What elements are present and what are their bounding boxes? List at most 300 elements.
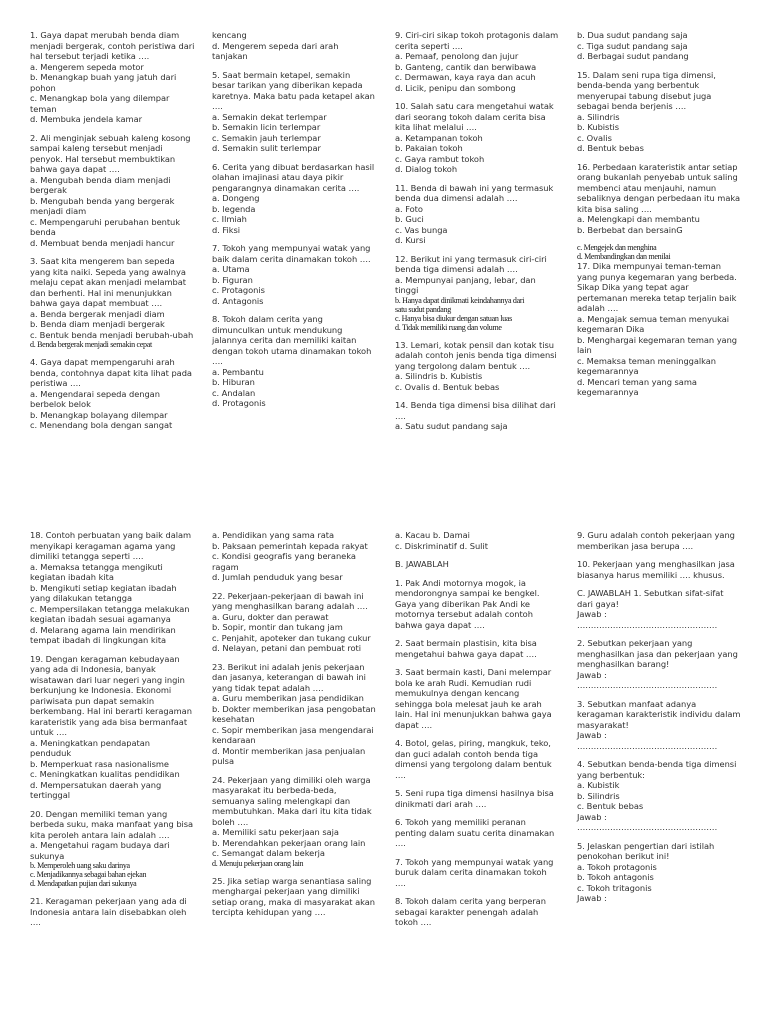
text-line: benda-benda yang berbentuk [577,80,700,90]
text-line: sebaliknya dengan perbedaan itu maka [577,193,741,203]
text-line: d. Bentuk bebas [577,143,644,153]
text-line: yang menghasilkan barang adalah …. [212,601,368,611]
text-line: menyikapi keragaman agama yang [30,540,176,551]
text-line: sebagai benda berjenis …. [577,101,687,111]
text-line: bahwa gaya dapat …. [395,619,485,630]
text-line: kencang [212,30,247,40]
column-2 [212,30,382,417]
text-line: tinggi [395,285,419,295]
text-line: pertemanan mereka tetap terjalin baik [577,292,737,303]
text-line: 3. Sebutkan manfaat adanya [577,698,697,709]
text-line: a. Mengendarai sepeda dengan [30,388,160,399]
text-line: 18. Contoh perbuatan yang baik dalam [30,530,192,540]
text-line: pulsa [212,756,234,766]
text-line: c. Andalan [212,387,256,398]
question-block [577,559,747,580]
question-block [212,876,382,918]
text-line: a. Melengkapi dan membantu [577,214,700,224]
text-line: jalannya cerita dan memiliki kaitan [212,335,357,345]
text-line: ragam [212,561,239,572]
text-line: menyerupai tabung disebut juga [577,90,712,101]
text-line: d. Kursi [395,235,426,245]
text-line: b. Menangkap bolayang dilempar [30,409,168,420]
text-line: dari gaya! [577,598,619,609]
text-line: kesehatan [212,714,255,724]
text-line: b. Figuran [212,274,253,285]
text-line: 13. Lemari, kotak pensil dan kotak tisu [395,339,554,350]
text-line: benda, contohnya dapat kita lihat pada [30,367,192,378]
text-line: hal tersebut terjadi ketika …. [30,51,150,61]
text-line: 24. Pekerjaan yang dimiliki oleh warga [212,774,371,785]
text-line: c. Bentuk benda menjadi berubah-ubah [30,329,194,340]
text-line: setiap orang, maka di masyarakat akan [212,896,375,907]
column-3 [395,30,565,440]
text-line: a. Semakin dekat terlempar [212,111,327,122]
text-line: 12. Berikut ini yang termasuk ciri-ciri [395,253,547,264]
text-line: berkembang. Hal ini berarti keragaman [30,706,192,716]
text-line: kegemaran Dika [577,324,645,334]
text-line: d. Jumlah penduduk yang besar [212,572,343,582]
text-line: d. Semakin sulit terlempar [212,143,321,153]
text-line: a. Satu sudut pandang saja [395,421,508,431]
text-line: 5. Saat bermain ketapel, semakin [212,69,351,80]
text-line: …. [395,877,406,888]
text-line: …………………………………………… [577,680,718,690]
text-line: b. Merendahkan pekerjaan orang lain [212,837,366,848]
text-line: melaju cepat akan menjadi melambat [30,277,187,287]
text-line: b. Memperoleh uang saku darinya [30,861,130,870]
text-line: …………………………………………… [577,619,718,630]
text-line: adalah contoh jenis benda tiga dimensi [395,350,557,360]
text-line: 3. Saat bermain kasti, Dani melempar [395,667,552,677]
text-line: a. Guru memberikan jasa pendidikan [212,693,364,703]
question-block [577,699,747,752]
text-line: sampai kaleng tersebut menjadi [30,143,163,153]
text-line: c. Mempersilakan tetangga melakukan [30,603,190,614]
text-line: 8. Tokoh dalam cerita yang berperan [395,896,546,906]
text-line: b. Berbebat dan bersainG [577,224,683,235]
text-line: karetnya. Maka batu pada ketapel akan [212,90,375,101]
text-line: b. Paksaan pemerintah kepada rakyat [212,540,368,551]
text-line: b. Menghargai kegemaran teman yang [577,334,738,345]
question-block [577,530,747,551]
text-line: d. Benda bergerak menjadi semakin cepat [30,340,152,349]
text-line: 4. Gaya dapat mempengaruhi arah [30,357,175,367]
text-line: b. Guci [395,214,424,224]
text-line: bola ke arah Rudi. Kemudian rudi [395,677,532,688]
text-line: Jawab : [577,811,607,822]
question-block [212,162,382,236]
text-line: d. Nelayan, petani dan pembuat roti [212,643,361,653]
text-line: c. Ovalis d. Bentuk bebas [395,381,500,392]
text-line: menghargai pekerjaan yang dimiliki [212,886,360,896]
question-block [212,775,382,868]
text-line: lain. Hal ini menunjukkan bahwa gaya [395,709,552,719]
question-block [212,314,382,409]
text-line: c. Penjahit, apoteker dan tukang cukur [212,632,371,643]
text-line: c. Menendang bola dengan sangat [30,420,173,430]
text-line: c. Mengejek dan menghina [577,243,657,252]
text-line: c. Dermawan, kaya raya dan acuh [395,72,536,82]
text-line: d. Antagonis [212,295,264,306]
text-line: masyarakat! [577,719,629,730]
text-line: d. Membuat benda menjadi hancur [30,237,175,248]
text-line: 4. Sebutkan benda-benda tiga dimensi [577,759,737,769]
text-line: peristiwa …. [30,378,81,388]
text-line: …. [212,101,223,111]
text-line: a. Guru, dokter dan perawat [212,611,329,622]
question-block [212,30,382,62]
text-line: b. Kubistis [577,122,620,132]
question-block [395,896,565,928]
question-block [395,788,565,809]
text-line: memukulnya dengan kencang [395,688,520,698]
text-line: yang tidak tepat adalah …. [212,682,324,693]
text-line: a. Memiliki satu pekerjaan saja [212,827,339,837]
text-line: tempat ibadah di lingkungan kita [30,635,167,645]
text-line: c. Menjadikannya sebagai bahan ejekan [30,870,147,879]
text-line: untuk …. [30,727,68,737]
text-line: B. JAWABLAH [395,559,449,569]
text-line: b. Hanya dapat dinikmati keindahannya dari [395,295,525,305]
text-line: C. JAWABLAH 1. Sebutkan sifat-sifat [577,588,724,598]
text-line: a. Pembantu [212,366,264,377]
question-block [212,70,382,154]
text-line: a. Dongeng [212,193,260,203]
text-line: c. Memaksa teman meninggalkan [577,355,717,366]
text-line: b. Dokter memberikan jasa pengobatan [212,703,376,714]
text-line: c. Ilmiah [212,214,247,224]
text-line: b. Dua sudut pandang saja [577,30,688,40]
question-block [30,530,200,646]
text-line: biasanya harus memiliki …. khusus. [577,569,725,580]
text-line: c. Tokoh tritagonis [577,882,652,893]
text-line: adalah …. [577,303,619,313]
text-line: dapat …. [395,719,433,730]
question-block [395,400,565,432]
text-line: 17. Dika mempunyai teman-teman [577,261,721,271]
text-line: Sikap Dika yang tepat agar [577,282,689,292]
text-line: bahwa gaya dapat …. [30,164,120,174]
text-line: 2. Saat bermain plastisin, kita bisa [395,638,537,648]
text-line: d. Licik, penipu dan sombong [395,82,516,93]
text-line: 10. Salah satu cara mengetahui watak [395,101,554,111]
text-line: bahwa gaya dapat membuat …. [30,298,163,308]
text-line: penokohan berikut ini! [577,851,670,861]
text-line: yang ada di Indonesia, banyak [30,664,156,674]
text-line: orang bukanlah penyebab untuk saling [577,172,738,182]
text-line: b. Menangkap buah yang jatuh dari [30,72,177,82]
text-line: 11. Benda di bawah ini yang termasuk [395,182,554,193]
text-line: d. Dialog tokoh [395,164,458,174]
text-line: 22. Pekerjaan-pekerjaan di bawah ini [212,590,364,601]
text-line: 9. Ciri-ciri sikap tokoh protagonis dalam [395,30,559,40]
text-line: d. Menuju pekerjaan orang lain [212,858,304,868]
text-line: 2. Ali menginjak sebuah kaleng kosong [30,132,191,143]
text-line: menjadi bergerak, contoh peristiwa dari [30,40,195,51]
text-line: a. Pemaaf, penolong dan jujur [395,51,519,61]
text-line: b. Hiburan [212,377,255,387]
text-line: b. Pakaian tokoh [395,143,463,153]
text-line: b. legenda [212,203,256,214]
text-line: d. Membandingkan dan menilai [577,252,671,261]
text-line: dimunculkan untuk mendukung [212,324,343,335]
text-line: 1. Pak Andi motornya mogok, ia [395,577,526,588]
question-block [395,857,565,889]
text-line: d. Mempersatukan daerah yang [30,779,162,790]
text-line: keragaman karakteristik individu dalam [577,709,741,719]
text-line: c. Bentuk bebas [577,801,644,811]
text-line: sebagai karakter penengah adalah [395,906,539,917]
text-line: besar tarikan yang diberikan kepada [212,80,363,90]
question-block [395,578,565,631]
text-line: 4. Botol, gelas, piring, mangkuk, teko, [395,738,551,748]
text-line: Indonesia antara lain disebabkan oleh [30,906,187,917]
text-line: menghasilkan barang! [577,659,670,669]
text-line: 5. Jelaskan pengertian dari istilah [577,840,715,851]
text-line: c. Semangat dalam bekerja [212,848,325,858]
text-line: a. Mengubah benda diam menjadi [30,174,171,185]
text-line: dari seorang tokoh dalam cerita bisa [395,111,546,122]
column-4 [577,30,747,406]
text-line: a. Utama [212,264,250,274]
column-4 [577,530,747,912]
text-line: sukunya [30,850,65,861]
text-line: mendorongnya sampai ke bengkel. [395,588,540,598]
text-line: c. Mempengaruhi perubahan bentuk [30,216,181,227]
text-line: …………………………………………… [577,822,718,832]
text-line: kita peroleh antara lain adalah …. [30,829,170,840]
text-line: b. Sopir, montir dan tukang jam [212,622,343,632]
text-line: c. Protagonis [212,285,265,295]
text-line: c. Vas bunga [395,224,448,235]
text-line: kegiatan ibadah kita [30,572,114,582]
question-block [577,243,747,398]
question-block [577,841,747,904]
question-block [577,30,747,62]
question-block [395,183,565,246]
text-line: Jawab : [577,609,607,619]
text-line: a. Kacau b. Damai [395,530,470,540]
text-line: d. Mendapatkan pujian dari sukunya [30,879,137,888]
text-line: 7. Tokoh yang mempunyai watak yang [212,243,371,253]
text-line: a. Pendidikan yang sama rata [212,530,335,540]
text-line: b. Memperkuat rasa nasionalisme [30,758,169,769]
question-block [212,530,382,583]
question-block [577,588,747,630]
text-line: b. Tokoh antagonis [577,872,654,882]
text-line: wisatawan dari luar negeri yang ingin [30,674,185,685]
question-block [577,638,747,691]
text-line: boleh …. [212,816,249,827]
text-line: tertinggal [30,790,71,800]
text-line: a. Tokoh protagonis [577,861,657,872]
text-line: d. Membuka jendela kamar [30,114,142,124]
text-line: 10. Pekerjaan yang menghasilkan jasa [577,559,735,569]
question-block [30,357,200,431]
text-line: c. Semakin jauh terlempar [212,132,321,143]
text-line: a. Kubistik [577,780,620,790]
text-line: 9. Guru adalah contoh pekerjaan yang [577,530,735,540]
text-line: d. Tidak memiliki ruang dan volume [395,322,502,332]
text-line: a. Mempunyai panjang, lebar, dan [395,274,536,285]
text-line: b. Silindris [577,790,620,801]
text-line: 16. Perbedaan karateristik antar setiap [577,161,738,172]
text-line: c. Tiga sudut pandang saja [577,40,688,51]
text-line: yang berbentuk: [577,769,645,780]
text-line: membenci atau menjauhi, namun [577,182,717,193]
text-line: kita lihat melalui …. [395,122,477,132]
text-line: dan guci adalah contoh benda tiga [395,748,538,759]
text-line: b. Mengubah benda yang bergerak [30,195,175,206]
text-line: …. [212,356,223,366]
text-line: 1. Gaya dapat merubah benda diam [30,30,180,40]
text-line: a. Ketampanan tokoh [395,132,483,143]
question-block [395,559,565,570]
text-line: d. Mencari teman yang sama [577,376,697,387]
text-line: c. Meningkatkan kualitas pendidikan [30,769,180,779]
text-line: tokoh …. [395,917,432,927]
column-2 [212,530,382,926]
question-block [577,70,747,154]
question-block [30,896,200,928]
question-block [212,591,382,654]
column-1 [30,530,200,936]
question-block [212,243,382,306]
question-block [395,254,565,332]
text-line: yang kita naiki. Sepeda yang awalnya [30,266,186,277]
text-line: c. Hanya bisa diukur dengan satuan luas [395,313,512,323]
text-line: pariwisata pun dapat semakin [30,695,155,706]
text-line: d. Berbagai sudut pandang [577,51,689,61]
text-line: tanjakan [212,51,248,61]
text-line: …. [395,769,406,780]
worksheet-page-1 [0,30,768,510]
text-line: 20. Dengan memiliki teman yang [30,808,168,819]
question-block [30,30,200,125]
text-line: yang dilakukan tetangga [30,593,132,603]
question-block [30,133,200,249]
text-line: karateristik yang ada bisa bermanfaat [30,716,188,727]
text-line: satu sudut pandang [395,304,451,314]
text-line: kendaraan [212,735,256,745]
text-line: berkunjung ke Indonesia. Ekonomi [30,685,172,695]
text-line: d. Melarang agama lain mendirikan [30,624,176,635]
text-line: a. Benda bergerak menjadi diam [30,308,165,319]
text-line: tercipta kehidupan yang …. [212,907,326,917]
text-line: a. Meningkatkan pendapatan [30,737,150,748]
text-line: memberikan jasa berupa …. [577,540,694,551]
text-line: baik dalam cerita dinamakan tokoh …. [212,253,371,264]
text-line: sehingga bola melesat jauh ke arah [395,698,542,709]
text-line: 8. Tokoh dalam cerita yang [212,314,323,324]
text-line: yang punya kegemaran yang berbeda. [577,271,737,282]
text-line: …. [395,410,406,421]
question-block [395,817,565,849]
text-line: yang tergolong dalam bentuk …. [395,360,531,371]
text-line: 6. Cerita yang dibuat berdasarkan hasil [212,161,375,172]
question-block [395,530,565,551]
question-block [395,667,565,730]
text-line: buruk dalam cerita dinamakan tokoh [395,867,547,877]
text-line: 14. Benda tiga dimensi bisa dilihat dari [395,400,556,410]
text-line: a. Silindris [577,111,620,122]
text-line: benda dua dimensi adalah …. [395,193,518,203]
text-line: …………………………………………… [577,740,718,751]
text-line: 19. Dengan keragaman kebudayaan [30,653,180,664]
text-line: penduduk [30,748,72,758]
text-line: lain [577,345,592,355]
text-line: dinikmati dari arah …. [395,798,487,809]
text-line: berbeda suku, maka manfaat yang bisa [30,819,194,829]
text-line: b. Benda diam menjadi bergerak [30,319,165,329]
text-line: c. Diskriminatif d. Sulit [395,540,488,551]
text-line: Jawab : [577,893,607,903]
text-line: Gaya yang diberikan Pak Andi ke [395,598,530,609]
text-line: cerita seperti …. [395,40,463,51]
question-block [212,662,382,767]
text-line: menjadi diam [30,206,87,216]
text-line: d. Mengerem sepeda dari arah [212,40,339,51]
text-line: c. Ovalis [577,132,612,143]
text-line: pengarangnya dinamakan cerita …. [212,182,360,193]
text-line: semuanya saling melengkapi dan [212,795,351,806]
text-line: motornya tersebut adalah contoh [395,609,533,619]
text-line: Jawab : [577,730,607,740]
text-line: dimensi yang tergolong dalam bentuk [395,759,552,769]
text-line: penting dalam suatu cerita dinamakan [395,827,555,838]
text-line: masyarakat itu berbeda-beda, [212,785,337,795]
question-block [395,340,565,393]
text-line: 25. Jika setiap warga senantiasa saling [212,875,372,886]
text-line: mengetahui bahwa gaya dapat …. [395,648,537,659]
text-line: 2. Sebutkan pekerjaan yang [577,638,693,648]
text-line: d. Montir memberikan jasa penjualan [212,745,366,756]
text-line: benda [30,227,56,237]
text-line: c. Gaya rambut tokoh [395,153,485,164]
question-block [577,162,747,236]
text-line: penyok. Hal tersebut membuktikan [30,153,176,164]
question-block [30,809,200,889]
text-line: pohon [30,82,56,93]
text-line: c. Kondisi geografis yang beraneka [212,551,356,561]
question-block [395,101,565,175]
text-line: c. Menangkap bola yang dilempar [30,93,170,103]
question-block [395,738,565,780]
text-line: c. Sopir memberikan jasa mengendarai [212,724,374,735]
text-line: a. Mengerem sepeda motor [30,61,144,72]
text-line: b. Mengikuti setiap kegiatan ibadah [30,582,177,593]
text-line: kegemarannya [577,387,639,397]
text-line: teman [30,103,57,114]
text-line: 7. Tokoh yang mempunyai watak yang [395,856,554,867]
text-line: membutuhkan. Maka dari itu kita tidak [212,806,372,816]
text-line: a. Memaksa tetangga mengikuti [30,561,163,572]
text-line: bergerak [30,185,67,195]
text-line: dengan tokoh utama dinamakan tokoh [212,345,372,356]
question-block [30,654,200,801]
column-3 [395,530,565,936]
text-line: 5. Seni rupa tiga dimensi hasilnya bisa [395,788,554,798]
text-line: dimiliki tetangga seperti …. [30,551,144,561]
text-line: olahan imajinasi atau daya pikir [212,172,344,182]
text-line: 23. Berikut ini adalah jenis pekerjaan [212,661,365,672]
text-line: menghasilkan jasa dan pekerjaan yang [577,648,738,659]
text-line: a. Silindris b. Kubistis [395,371,483,381]
text-line: kegemarannya [577,366,639,376]
text-line: benda tiga dimensi adalah …. [395,264,518,274]
text-line: 15. Dalam seni rupa tiga dimensi, [577,69,716,80]
